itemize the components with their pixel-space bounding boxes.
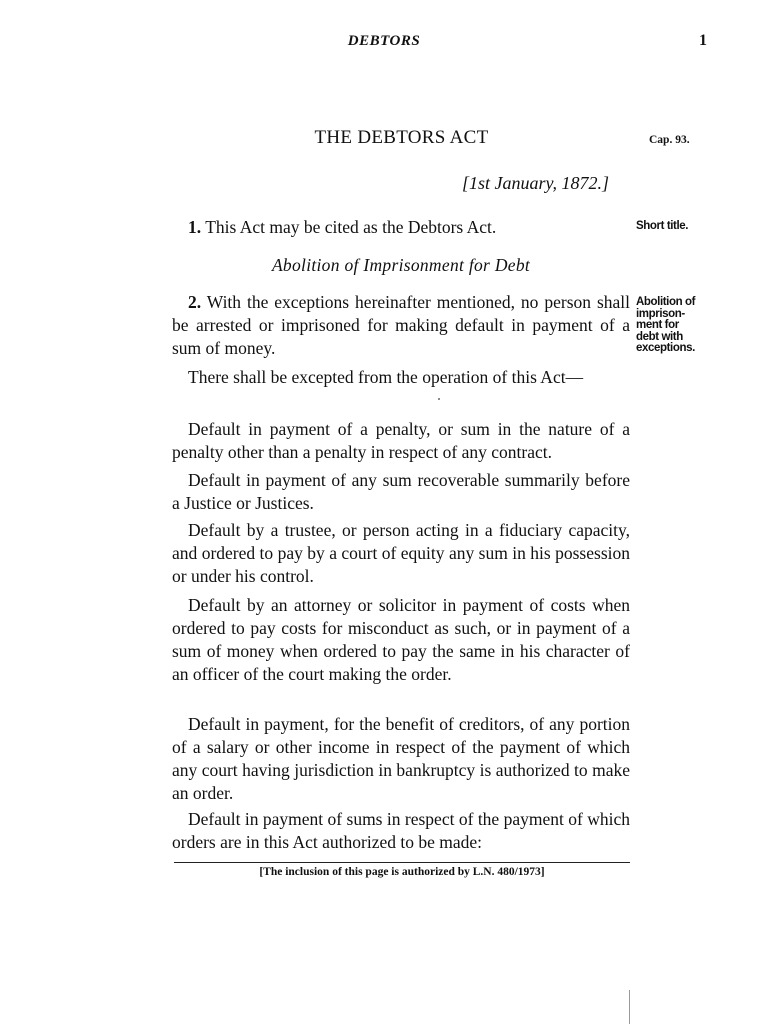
margin-note-line: exceptions. xyxy=(636,342,695,354)
scan-line xyxy=(629,990,630,1024)
act-title: THE DEBTORS ACT xyxy=(314,127,489,148)
exceptions-intro: There shall be excepted from the operation of this Act— xyxy=(188,367,584,387)
page-number: 1 xyxy=(699,32,707,49)
exception-summary-recovery: Default in payment of any sum recoverable summarily before a Justice or Justices. xyxy=(172,470,630,513)
margin-note-line: ment for xyxy=(636,319,679,331)
margin-note-line: Abolition of xyxy=(636,296,696,308)
margin-note-abolition xyxy=(636,297,704,355)
exception-penalty: Default in payment of a penalty, or sum in the nature of a penalty other than a penalty in respect of any contract. xyxy=(172,419,630,462)
exception-salary: Default in payment, for the benefit of creditors, of any portion of a salary or other income in respect of the payment of which any court having jurisdiction in bankruptcy is authorized to make an order. xyxy=(172,714,630,803)
running-head: DEBTORS xyxy=(347,33,421,49)
margin-note-line: debt with xyxy=(636,330,683,343)
section-1 xyxy=(172,216,630,239)
section-heading: Abolition of Imprisonment for Debt xyxy=(271,255,531,275)
authorization-note: [The inclusion of this page is authorized by L.N. 480/1973] xyxy=(259,866,545,878)
section-2 xyxy=(172,291,630,360)
chapter-number: Cap. 93. xyxy=(649,134,690,146)
commencement-date: [1st January, 1872.] xyxy=(462,173,610,193)
margin-note-short-title: Short title. xyxy=(636,220,689,232)
margin-note-line: imprison- xyxy=(636,307,685,320)
footer-rule xyxy=(174,862,630,863)
exception-orders: Default in payment of sums in respect of the payment of which orders are in this Act authorized to be made: xyxy=(172,809,630,852)
section-1-number: 1. xyxy=(188,217,202,237)
section-1-text: This Act may be cited as the Debtors Act. xyxy=(205,217,497,237)
exception-trustee: Default by a trustee, or person acting in a fiduciary capacity, and ordered to pay by a court of equity any sum in his possession or under his control. xyxy=(172,520,630,586)
section-2-number: 2. xyxy=(188,292,202,312)
scan-speck xyxy=(438,398,440,400)
section-2-text: With the exceptions hereinafter mentioned, no person shall be arrested or imprisoned for making default in payment of a sum of money. xyxy=(172,292,630,358)
exception-attorney: Default by an attorney or solicitor in payment of costs when ordered to pay costs for misconduct as such, or in payment of a sum of money when ordered to pay the same in his character of an officer of the court making the order. xyxy=(172,595,630,684)
